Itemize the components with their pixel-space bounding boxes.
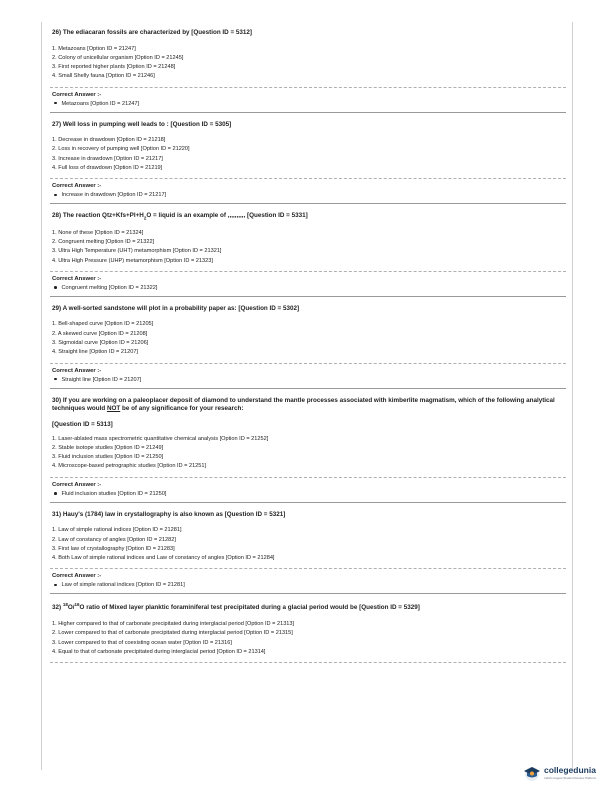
subscript: 2 — [143, 215, 147, 221]
option: 1. Laser-ablated mass spectrometric quantitative chemical analysis [Option ID = 21252] — [52, 435, 269, 442]
option: 3. Sigmoidal curve [Option ID = 21206] — [52, 339, 149, 346]
title-part: O = liquid is an example of ,,,,,,,,,, [Question ID = 5331] — [146, 212, 308, 220]
title-part: O ratio of Mixed layer planktic foraminiferal test precipitated during a glacial period would be [Question ID = 5329] — [79, 604, 420, 612]
correct-answer-text: Congruent melting [Option ID = 21322] — [61, 284, 158, 291]
question-29-options — [52, 320, 566, 357]
option: 4. Small Shelly fauna [Option ID = 21246] — [52, 73, 155, 80]
correct-answer-label: Correct Answer :- — [52, 275, 102, 282]
option: 3. First law of crystallography [Option ID = 21283] — [52, 545, 175, 552]
correct-answer-label: Correct Answer :- — [52, 367, 102, 374]
title-part: O/ — [67, 604, 75, 612]
superscript: 18 — [62, 602, 68, 608]
correct-answer-label: Correct Answer :- — [52, 91, 102, 98]
correct-answer-text: Law of simple rational indices [Option ID = 21281] — [61, 582, 185, 589]
bullet-icon — [54, 378, 57, 381]
title-part: be of any significance for your research: — [120, 405, 244, 413]
correct-answer — [54, 581, 566, 590]
divider — [50, 363, 566, 364]
correct-answer — [54, 376, 566, 385]
option: 4. Both Law of simple rational indices and Law of constancy of angles [Option ID = 21284] — [52, 555, 275, 562]
correct-answer-text: Fluid inclusion studies [Option ID = 21250] — [61, 490, 167, 497]
question-27-options — [52, 136, 566, 173]
question-separator — [50, 502, 566, 503]
option: 3. Increase in drawdown [Option ID = 21217] — [52, 155, 163, 162]
correct-answer-label: Correct Answer :- — [52, 183, 102, 190]
option: 2. Lower compared to that of carbonate precipitated during interglacial period [Option ID = 21315] — [52, 630, 293, 637]
correct-answer — [54, 100, 566, 109]
bullet-icon — [54, 194, 57, 197]
divider — [50, 178, 566, 179]
question-26-title: 26) The ediacaran fossils are characterized by [Question ID = 5312] — [52, 29, 253, 36]
correct-answer — [54, 284, 566, 293]
option: 3. Ultra High Temperature (UHT) metamorphism [Option ID = 21321] — [52, 248, 222, 255]
graduation-cap-icon — [522, 764, 542, 782]
title-part: 30) If you are working on a paleoplacer deposit of diamond to understand the mantle processes associated with kimberlite magmatism, which of the following analytical techniques would — [52, 396, 555, 413]
option: 4. Equal to that of carbonate precipitated during interglacial period [Option ID = 21314] — [52, 648, 266, 655]
question-26-options — [52, 45, 566, 82]
bullet-icon — [54, 584, 57, 587]
bullet-icon — [54, 492, 57, 495]
question-30-id: [Question ID = 5313] — [52, 420, 113, 428]
option: 2. Colony of unicellular organism [Option ID = 21245] — [52, 54, 184, 61]
question-31-title: 31) Hauy's (1784) law in crystallography is also known as [Question ID = 5321] — [52, 510, 286, 518]
option: 4. Ultra High Pressure (UHP) metamorphism [Option ID = 21323] — [52, 257, 213, 264]
bullet-icon — [54, 286, 57, 289]
option: 2. Law of constancy of angles [Option ID = 21282] — [52, 536, 176, 543]
question-separator — [50, 296, 566, 297]
title-underlined: NOT — [106, 405, 121, 413]
question-31-options — [52, 526, 566, 563]
bullet-icon — [54, 102, 57, 105]
option: 3. Fluid inclusion studies [Option ID = 21250] — [52, 454, 164, 461]
question-27-title: 27) Well loss in pumping well leads to : [Question ID = 5305] — [52, 120, 232, 128]
question-separator — [50, 388, 566, 389]
correct-answer-text: Straight line [Option ID = 21207] — [61, 376, 142, 383]
option: 3. First reported higher plants [Option ID = 21248] — [52, 64, 176, 71]
option: 2. A skewed curve [Option ID = 21208] — [52, 330, 148, 337]
question-29-title: 29) A well-sorted sandstone will plot in a probability paper as: [Question ID = 5302] — [52, 304, 300, 312]
option: 1. Higher compared to that of carbonate precipitated during interglacial period [Option ID = 21313] — [52, 621, 295, 628]
question-32-options — [52, 620, 566, 657]
question-separator — [50, 593, 566, 594]
title-part: 28) The reaction Qtz+Kfs+Pl+H — [52, 212, 144, 220]
correct-answer-text: Increase in drawdown [Option ID = 21217] — [61, 192, 167, 199]
divider — [50, 568, 566, 569]
question-separator — [50, 112, 566, 113]
question-separator — [50, 203, 566, 204]
question-30-options — [52, 435, 566, 472]
option: 4. Full loss of drawdown [Option ID = 21219] — [52, 165, 163, 172]
option: 2. Stable isotope studies [Option ID = 21249] — [52, 444, 164, 451]
option: 1. Metazoans [Option ID = 21247] — [52, 45, 136, 52]
correct-answer — [54, 490, 566, 499]
title-part: 32) — [52, 604, 63, 612]
question-32-title — [52, 602, 566, 613]
logo-text: collegedunia — [544, 765, 596, 775]
logo-tagline: India's largest Student Review Platform — [544, 776, 597, 780]
question-list — [50, 29, 566, 667]
question-28-title — [52, 212, 566, 221]
option: 1. Law of simple rational indices [Option ID = 21281] — [52, 527, 182, 534]
option: 4. Microscope-based petrographic studies [Option ID = 21251] — [52, 463, 207, 470]
option: 2. Loss in recovery of pumping well [Option ID = 21220] — [52, 146, 190, 153]
option: 3. Lower compared to that of coexisting ocean water [Option ID = 21316] — [52, 639, 232, 646]
option: 1. Decrease in drawdown [Option ID = 21218] — [52, 137, 166, 144]
correct-answer — [54, 191, 566, 200]
option: 1. None of these [Option ID = 21324] — [52, 229, 144, 236]
superscript: 16 — [74, 602, 80, 608]
collegedunia-logo — [522, 764, 602, 784]
option: 1. Bell-shaped curve [Option ID = 21205] — [52, 321, 154, 328]
divider — [50, 477, 566, 478]
correct-answer-text: Metazoans [Option ID = 21247] — [61, 100, 140, 107]
divider — [50, 662, 566, 663]
option: 2. Congruent melting [Option ID = 21322] — [52, 238, 155, 245]
correct-answer-label: Correct Answer :- — [52, 481, 102, 488]
divider — [50, 271, 566, 272]
option: 4. Straight line [Option ID = 21207] — [52, 349, 138, 356]
question-30-title — [52, 397, 566, 414]
divider — [50, 87, 566, 88]
question-28-options — [52, 229, 566, 266]
correct-answer-label: Correct Answer :- — [52, 573, 102, 580]
